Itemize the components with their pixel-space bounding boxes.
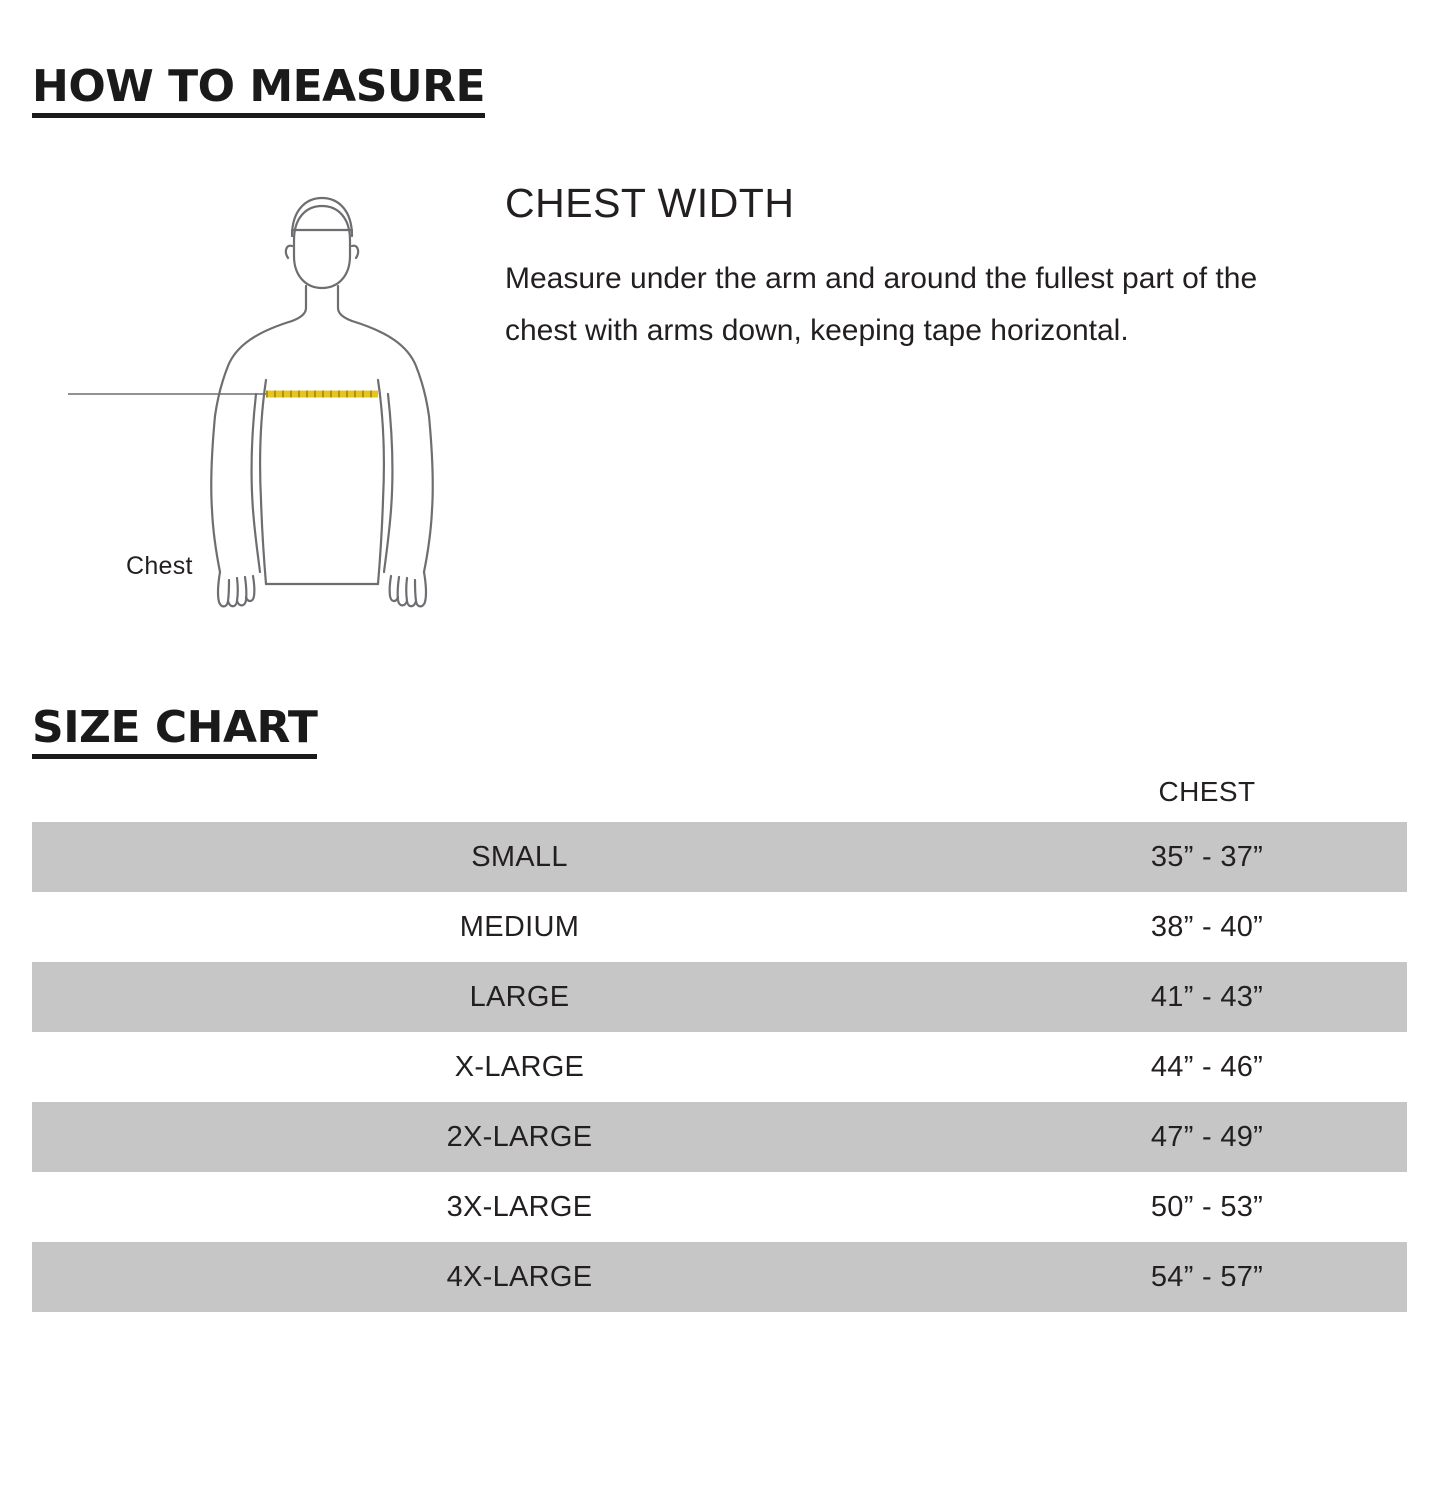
cell-size: X-LARGE bbox=[454, 1050, 585, 1083]
cell-chest: 44” - 46” bbox=[1150, 1050, 1264, 1083]
cell-chest: 35” - 37” bbox=[1007, 822, 1407, 892]
cell-size: SMALL bbox=[32, 822, 1007, 892]
measurement-title: CHEST WIDTH bbox=[505, 180, 795, 226]
cell-chest: 47” - 49” bbox=[1007, 1102, 1407, 1172]
table-row bbox=[32, 1172, 1407, 1242]
measurement-description: Measure under the arm and around the fullest part of the chest with arms down, keeping tape horizontal. bbox=[505, 262, 1258, 347]
how-to-measure-heading: HOW TO MEASURE bbox=[32, 65, 485, 118]
size-chart-heading: SIZE CHART bbox=[32, 706, 317, 759]
table-row bbox=[32, 892, 1407, 962]
measurement-text-column bbox=[505, 180, 1325, 356]
cell-size: 3X-LARGE bbox=[446, 1190, 593, 1223]
cell-chest: 38” - 40” bbox=[1150, 910, 1264, 943]
cell-chest: 41” - 43” bbox=[1007, 962, 1407, 1032]
size-chart-body bbox=[32, 822, 1407, 1312]
table-row bbox=[32, 1102, 1407, 1172]
cell-size: LARGE bbox=[32, 962, 1007, 1032]
table-row bbox=[32, 1242, 1407, 1312]
how-to-measure-content bbox=[0, 170, 1440, 630]
cell-size: 2X-LARGE bbox=[32, 1102, 1007, 1172]
size-chart-head bbox=[32, 770, 1407, 822]
column-header-size bbox=[32, 770, 1007, 822]
table-row bbox=[32, 962, 1407, 1032]
table-row bbox=[32, 822, 1407, 892]
male-torso-illustration bbox=[60, 180, 480, 610]
body-figure-diagram bbox=[60, 180, 480, 610]
cell-chest: 50” - 53” bbox=[1150, 1190, 1264, 1223]
table-row bbox=[32, 1032, 1407, 1102]
size-chart-table bbox=[32, 770, 1407, 1312]
cell-chest: 54” - 57” bbox=[1007, 1242, 1407, 1312]
chest-diagram-label: Chest bbox=[126, 552, 193, 580]
cell-size: MEDIUM bbox=[459, 910, 580, 943]
column-header-chest: CHEST bbox=[1007, 770, 1407, 822]
cell-size: 4X-LARGE bbox=[32, 1242, 1007, 1312]
table-header-row bbox=[32, 770, 1407, 822]
